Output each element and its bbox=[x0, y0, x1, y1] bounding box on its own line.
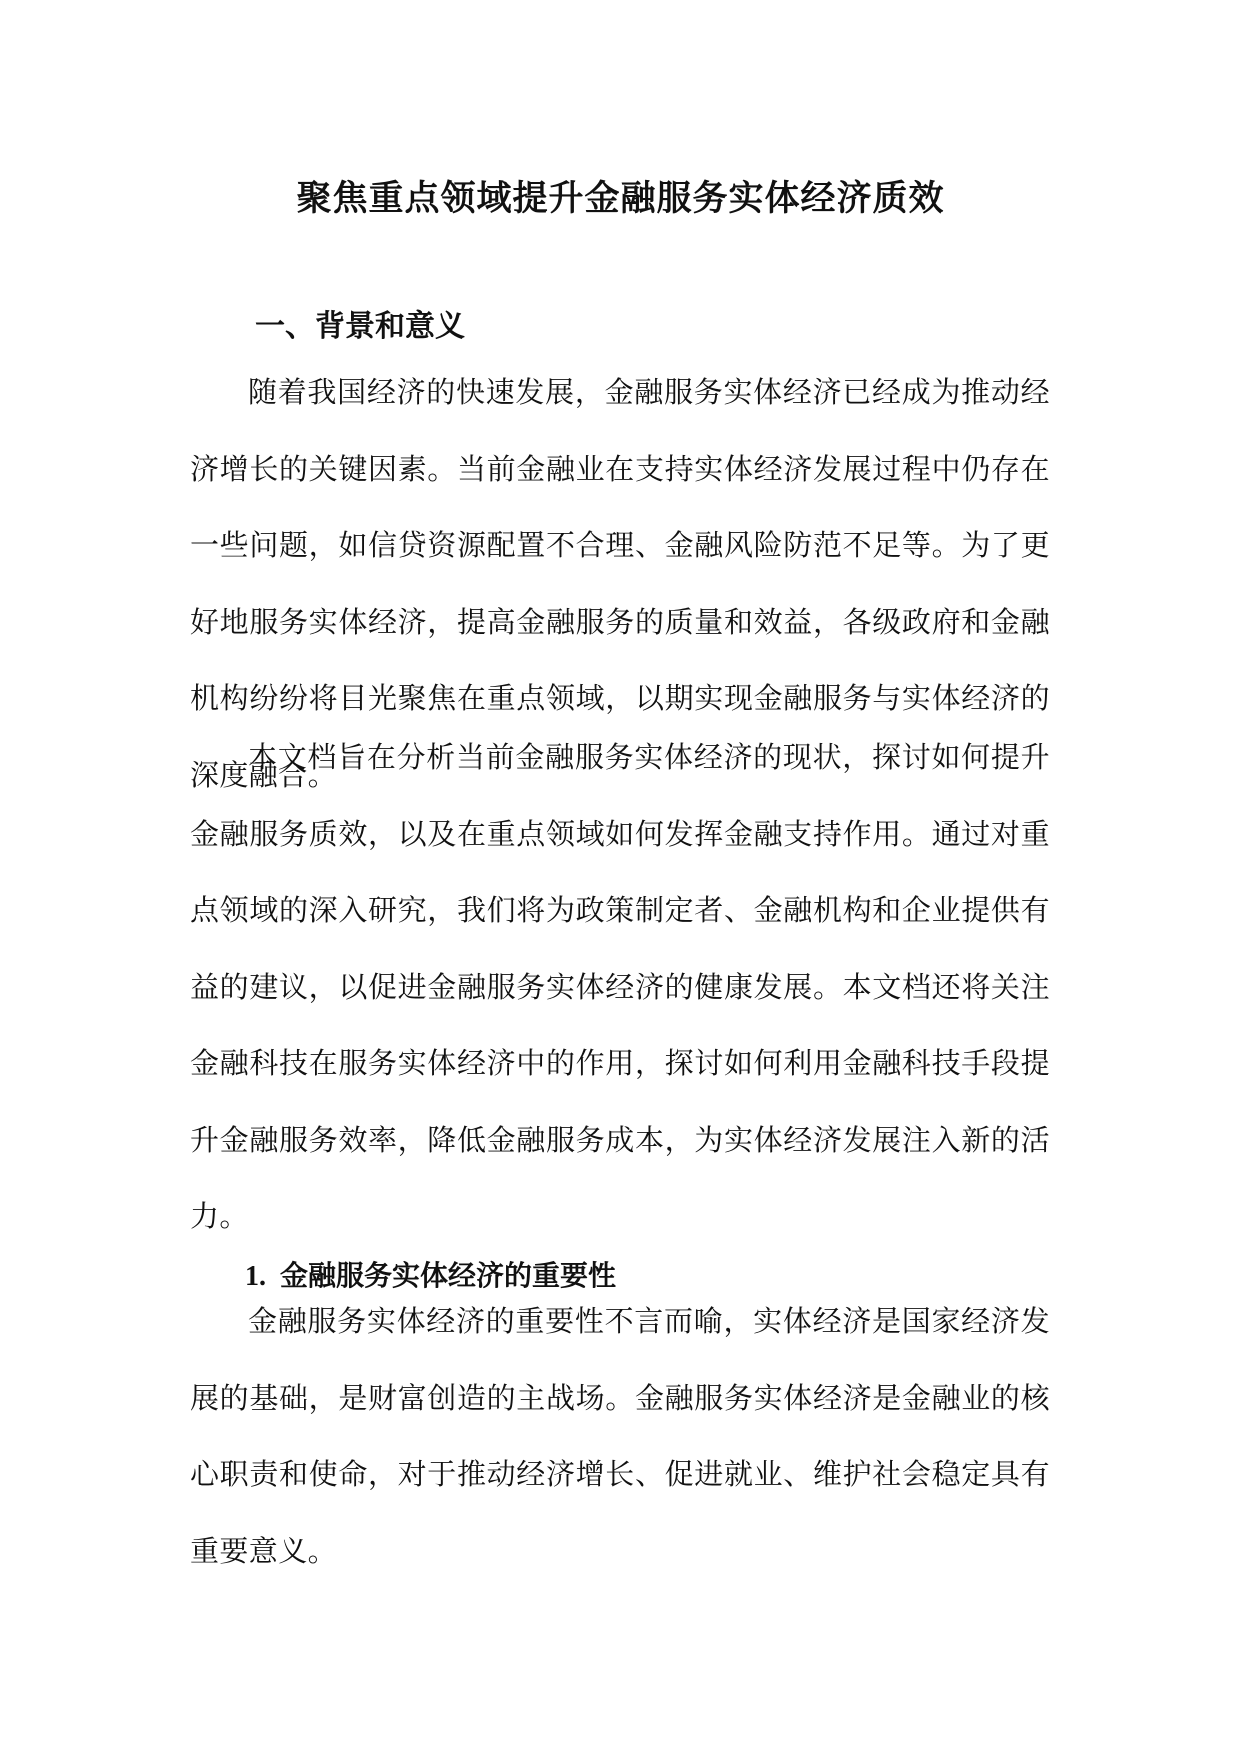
subsection-number: 1. bbox=[245, 1261, 266, 1292]
section-heading-background: 一、背景和意义 bbox=[255, 308, 465, 344]
paragraph-background-2: 本文档旨在分析当前金融服务实体经济的现状，探讨如何提升金融服务质效，以及在重点领域如何发挥金融支持作用。通过对重点领域的深入研究，我们将为政策制定者、金融机构和企业提供有益的建议，以促进金融服务实体经济的健康发展。本文档还将关注金融科技在服务实体经济中的作用，探讨如何利用金融科技手段提升金融服务效率，降低金融服务成本，为实体经济发展注入新的活力。 bbox=[190, 740, 1050, 1233]
paragraph-importance-1: 金融服务实体经济的重要性不言而喻，实体经济是国家经济发展的基础，是财富创造的主战场。金融服务实体经济是金融业的核心职责和使命，对于推动经济增长、促进就业、维护社会稳定具有重要意义。 bbox=[190, 1304, 1050, 1568]
document-title: 聚焦重点领域提升金融服务实体经济质效 bbox=[296, 178, 945, 220]
subsection-title: 金融服务实体经济的重要性 bbox=[280, 1259, 617, 1292]
paragraph-background-1: 随着我国经济的快速发展，金融服务实体经济已经成为推动经济增长的关键因素。当前金融业在支持实体经济发展过程中仍存在一些问题，如信贷资源配置不合理、金融风险防范不足等。为了更好地服务实体经济，提高金融服务的质量和效益，各级政府和金融机构纷纷将目光聚焦在重点领域，以期实现金融服务与实体经济的深度融合。 bbox=[190, 375, 1050, 792]
